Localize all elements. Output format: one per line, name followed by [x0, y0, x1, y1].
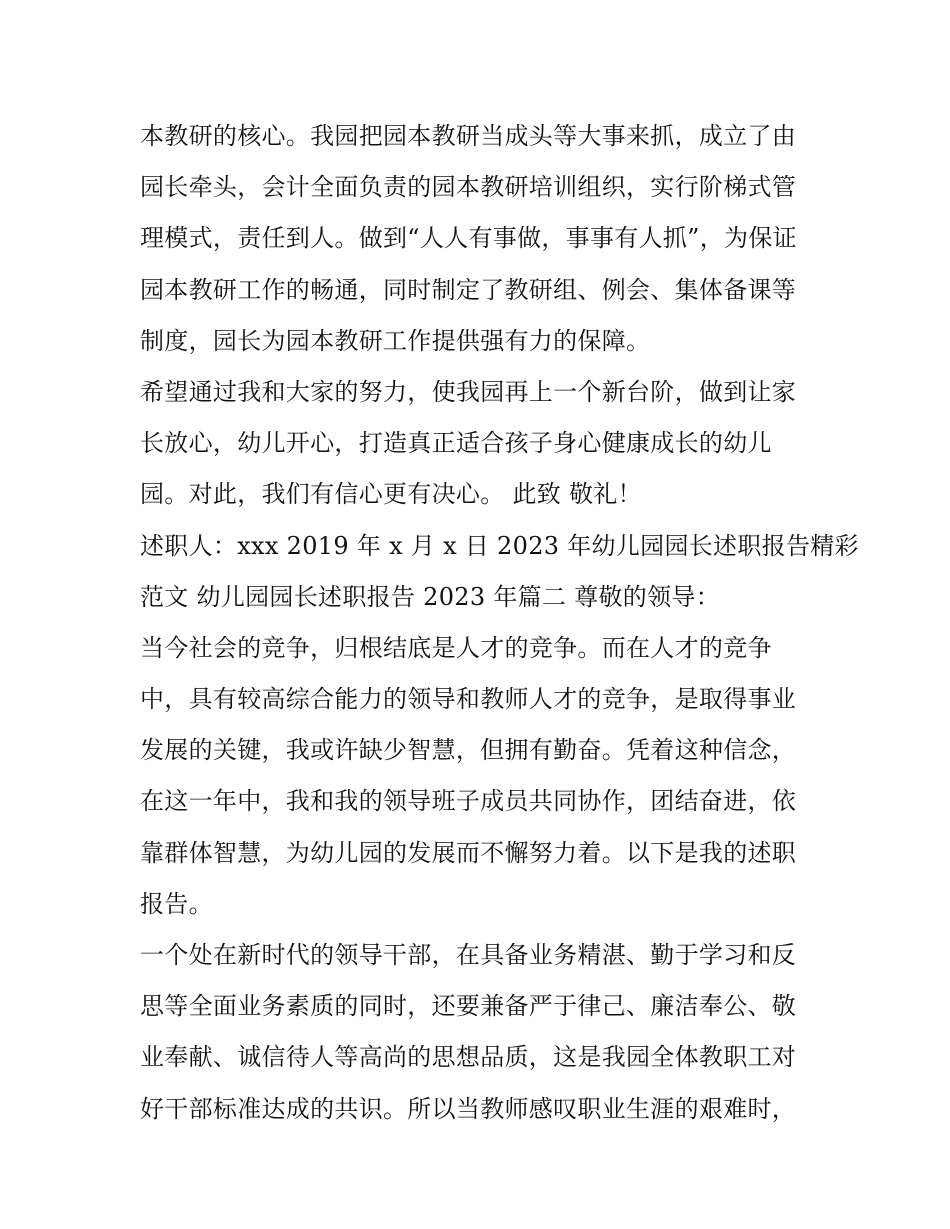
- text-line: 发展的关键，我或许缺少智慧，但拥有勤奋。凭着这种信念，: [140, 736, 797, 765]
- text-line: 范文 幼儿园园长述职报告 2023 年篇二 尊敬的领导：: [140, 582, 720, 611]
- text-line: 理模式，责任到人。做到“人人有事做，事事有人抓”，为保证: [140, 224, 797, 253]
- text-line: 业奉献、诚信待人等高尚的思想品质，这是我园全体教职工对: [140, 1043, 797, 1072]
- text-line: 制度，园长为园本教研工作提供强有力的保障。: [140, 326, 651, 355]
- text-line: 在这一年中，我和我的领导班子成员共同协作，团结奋进，依: [140, 787, 797, 816]
- text-line: 长放心，幼儿开心，打造真正适合孩子身心健康成长的幼儿: [140, 429, 772, 458]
- text-line: 园长牵头，会计全面负责的园本教研培训组织，实行阶梯式管: [140, 173, 797, 202]
- text-line: 思等全面业务素质的同时，还要兼备严于律己、廉洁奉公、敬: [140, 992, 797, 1021]
- text-line: 园本教研工作的畅通，同时制定了教研组、例会、集体备课等: [140, 275, 797, 304]
- text-line: 报告。: [140, 889, 213, 918]
- text-line: 中，具有较高综合能力的领导和教师人才的竞争，是取得事业: [140, 685, 797, 714]
- text-line: 一个处在新时代的领导干部，在具备业务精湛、勤于学习和反: [140, 941, 797, 969]
- text-line: 好干部标准达成的共识。所以当教师感叹职业生涯的艰难时，: [140, 1094, 797, 1123]
- text-line: 本教研的核心。我园把园本教研当成头等大事来抓，成立了由: [140, 122, 797, 150]
- text-line: 园。对此，我们有信心更有决心。 此致 敬礼！: [140, 480, 642, 509]
- text-line: 靠群体智慧，为幼儿园的发展而不懈努力着。以下是我的述职: [140, 838, 797, 867]
- text-line: 希望通过我和大家的努力，使我园再上一个新台阶，做到让家: [140, 377, 797, 406]
- text-line: 当今社会的竞争，归根结底是人才的竞争。而在人才的竞争: [140, 633, 772, 662]
- text-line: 述职人：xxx 2019 年 x 月 x 日 2023 年幼儿园园长述职报告精彩: [140, 531, 859, 560]
